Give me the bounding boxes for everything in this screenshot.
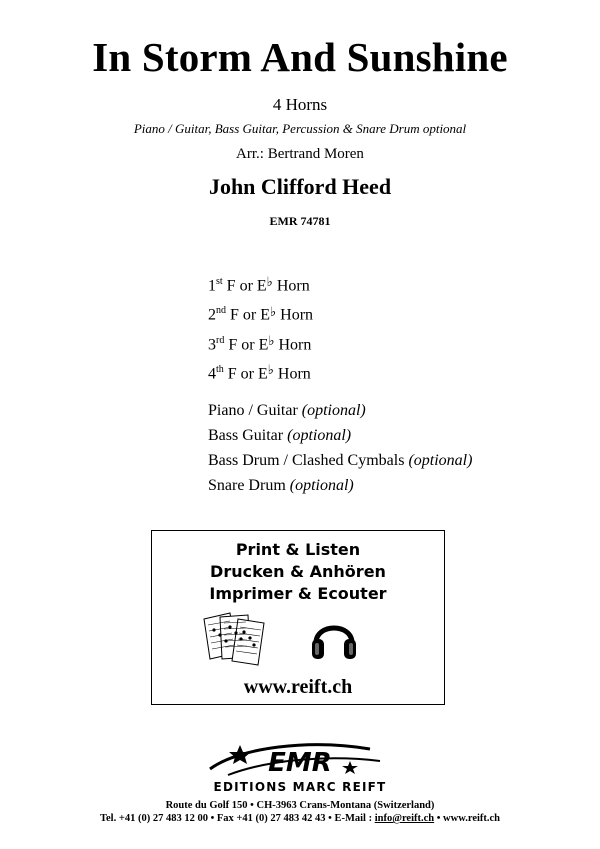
- emr-logo: [200, 739, 400, 781]
- publisher-name: EDITIONS MARC REIFT: [213, 780, 387, 794]
- optional-part: Snare Drum (optional): [208, 477, 354, 494]
- optional-parts-list: [208, 398, 472, 498]
- score-title: In Storm And Sunshine: [92, 34, 508, 80]
- optional-part: Bass Guitar (optional): [208, 427, 352, 444]
- print-listen-box: [151, 530, 445, 705]
- arranger: Arr.: Bertrand Moren: [236, 146, 364, 162]
- logo-text: EMR: [268, 748, 332, 778]
- optional-part: Bass Drum / Clashed Cymbals (optional): [208, 452, 473, 469]
- flat-sign: ♭: [268, 332, 275, 348]
- optional-part: Piano / Guitar (optional): [208, 402, 366, 419]
- catalog-number: EMR 74781: [269, 214, 331, 228]
- promo-line: Imprimer & Ecouter: [209, 584, 387, 603]
- flat-sign: ♭: [270, 303, 277, 319]
- optional-instruments: Piano / Guitar, Bass Guitar, Percussion & Snare Drum optional: [133, 121, 467, 136]
- promo-line: Drucken & Anhören: [210, 562, 386, 581]
- publisher-address: Route du Golf 150 • CH-3963 Crans-Montana (Switzerland): [165, 800, 435, 811]
- promo-line: Print & Listen: [235, 540, 361, 559]
- publisher-contact: Tel. +41 (0) 27 483 12 00 • Fax +41 (0) 27 483 42 43 • E-Mail : info@reift.ch • www.reift.ch: [99, 813, 501, 824]
- website-link[interactable]: www.reift.ch: [243, 676, 353, 698]
- horn-part: 2nd F or E♭ Horn: [208, 303, 314, 324]
- composer: John Clifford Heed: [208, 174, 392, 199]
- flat-sign: ♭: [267, 362, 274, 378]
- horn-part: 4th F or E♭ Horn: [208, 362, 311, 383]
- email-link[interactable]: info@reift.ch: [374, 813, 435, 824]
- horn-parts-list: [208, 269, 313, 386]
- flat-sign: ♭: [266, 274, 273, 290]
- headphones-icon: [310, 613, 358, 663]
- horn-part: 3rd F or E♭ Horn: [208, 332, 312, 353]
- instrumentation: 4 Horns: [272, 95, 328, 114]
- horn-part: 1st F or E♭ Horn: [208, 274, 310, 295]
- sheet-music-icon: [200, 611, 272, 669]
